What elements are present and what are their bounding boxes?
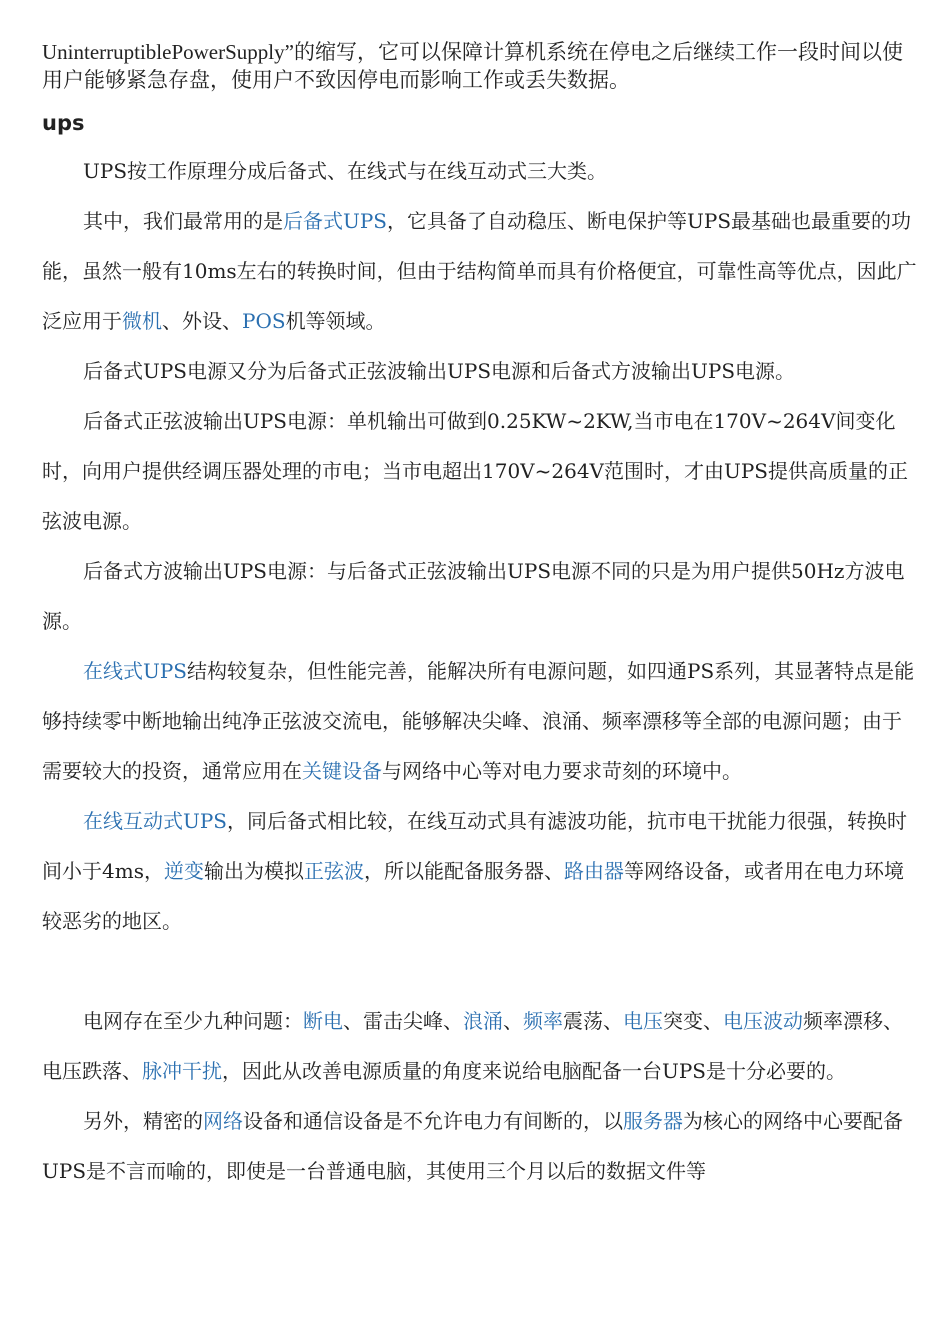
paragraph-text: 其中，我们最常用的是: [83, 209, 283, 233]
paragraph-text: 频率漂移、电压跌落、: [42, 1009, 903, 1083]
hyperlink[interactable]: 断电: [303, 1009, 343, 1033]
paragraph-text: 震荡、: [563, 1009, 623, 1033]
hyperlink[interactable]: 电压波动: [723, 1009, 803, 1033]
paragraph: [42, 1096, 920, 1196]
hyperlink[interactable]: 脉冲干扰: [142, 1059, 222, 1083]
paragraph-text: 等网络设备，或者用在电力环境较恶劣的地区。: [42, 859, 904, 933]
document-body: [42, 146, 920, 1196]
paragraph: [42, 346, 920, 396]
paragraph-text: 突变、: [663, 1009, 723, 1033]
paragraph: [42, 146, 920, 196]
paragraph-text: ，所以能配备服务器、: [363, 859, 564, 883]
paragraph-text: UPS按工作原理分成后备式、在线式与在线互动式三大类。: [83, 159, 608, 183]
paragraph-text: ，它具备了自动稳压、断电保护等UPS最基础也最重要的功能，虽然一般有10ms左右的转换时间，但由于结构简单而具有价格便宜，可靠性高等优点，因此广泛应用于: [42, 209, 917, 333]
paragraph-text: 设备和通信设备是不允许电力有间断的，以: [243, 1109, 623, 1133]
hyperlink[interactable]: 在线互动式UPS: [83, 809, 228, 833]
paragraph: [42, 196, 920, 346]
hyperlink[interactable]: 路由器: [563, 859, 624, 883]
paragraph-text: ，因此从改善电源质量的角度来说给电脑配备一台UPS是十分必要的。: [222, 1059, 847, 1083]
hyperlink[interactable]: 微机: [122, 309, 162, 333]
paragraph-text: 与网络中心等对电力要求苛刻的环境中。: [382, 759, 742, 783]
paragraph-text: 为核心的网络中心要配备UPS是不言而喻的，即使是一台普通电脑，其使用三个月以后的数据文件等: [42, 1109, 903, 1183]
hyperlink[interactable]: POS: [242, 309, 286, 333]
paragraph-text: 另外，精密的: [83, 1109, 203, 1133]
paragraph: [42, 996, 920, 1096]
paragraph: [42, 396, 920, 546]
paragraph-text: 、雷击尖峰、: [343, 1009, 463, 1033]
paragraph: [42, 796, 920, 946]
hyperlink[interactable]: 关键设备: [302, 759, 382, 783]
hyperlink[interactable]: 在线式UPS: [83, 659, 188, 683]
hyperlink[interactable]: 服务器: [623, 1109, 683, 1133]
hyperlink[interactable]: 网络: [203, 1109, 243, 1133]
paragraph: [42, 646, 920, 796]
section-heading: ups: [42, 111, 85, 135]
intro-paragraph: UninterruptiblePowerSupply”的缩写，它可以保障计算机系统在停电之后继续工作一段时间以使用户能够紧急存盘，使用户不致因停电而影响工作或丢失数据。: [42, 40, 903, 92]
hyperlink[interactable]: 频率: [523, 1009, 563, 1033]
paragraph-text: 电网存在至少九种问题：: [83, 1009, 303, 1033]
paragraph-text: 结构较复杂，但性能完善，能解决所有电源问题，如四通PS系列，其显著特点是能够持续零中断地输出纯净正弦波交流电，能够解决尖峰、浪涌、频率漂移等全部的电源问题；由于需要较大的投资，通常应用在: [42, 659, 915, 783]
hyperlink[interactable]: 浪涌: [463, 1009, 503, 1033]
hyperlink[interactable]: 逆变: [163, 859, 204, 883]
hyperlink[interactable]: 电压: [623, 1009, 663, 1033]
hyperlink[interactable]: 正弦波: [303, 859, 364, 883]
paragraph-text: 、: [503, 1009, 523, 1033]
paragraph-text: 后备式正弦波输出UPS电源：单机输出可做到0.25KW~2KW,当市电在170V~264V间变化时，向用户提供经调压器处理的市电；当市电超出170V~264V范围时，才由UPS提供高质量的正弦波电源。: [42, 409, 909, 533]
paragraph-text: 输出为模拟: [203, 859, 304, 883]
paragraph: [42, 546, 920, 646]
paragraph-text: 后备式UPS电源又分为后备式正弦波输出UPS电源和后备式方波输出UPS电源。: [83, 359, 796, 383]
paragraph-text: ，同后备式相比较，在线互动式具有滤波功能，抗市电干扰能力很强，转换时间小于4ms，: [42, 809, 908, 883]
paragraph-text: 机等领域。: [285, 309, 386, 333]
hyperlink[interactable]: 后备式UPS: [283, 209, 388, 233]
paragraph-text: 后备式方波输出UPS电源：与后备式正弦波输出UPS电源不同的只是为用户提供50Hz方波电源。: [42, 559, 905, 633]
paragraph-text: 、外设、: [162, 309, 242, 333]
